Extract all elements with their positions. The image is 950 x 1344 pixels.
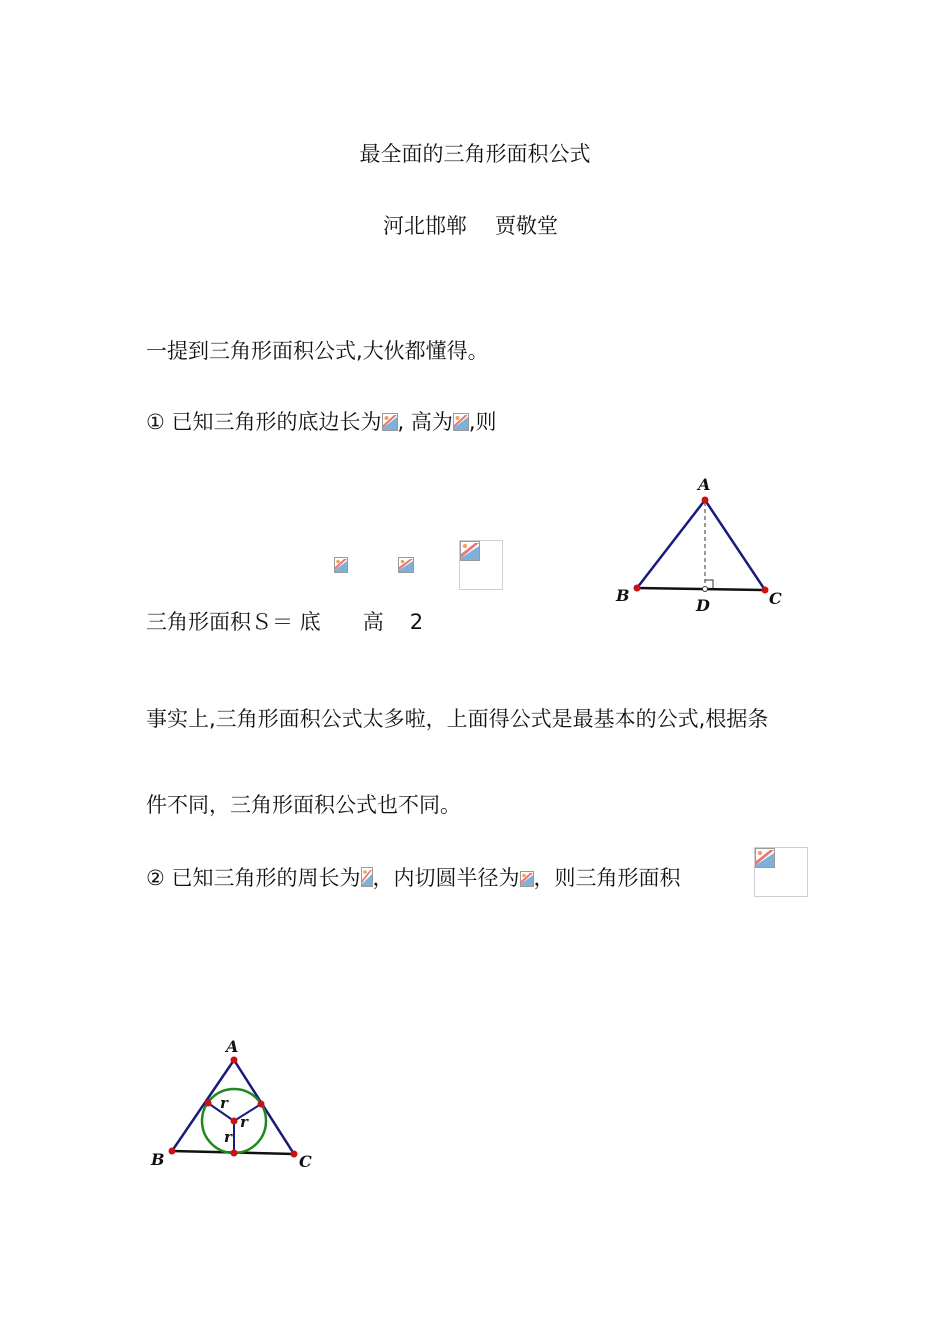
label-r2: r [240, 1113, 248, 1131]
label-c: C [299, 1152, 312, 1171]
broken-image-icon [755, 848, 775, 868]
formula-1-end: 2 [409, 610, 424, 634]
point-b [634, 585, 641, 592]
triangle-altitude-figure [600, 470, 800, 620]
side-ab [637, 500, 705, 588]
author-name: 贾敬堂 [495, 214, 558, 238]
formula-image-frame [459, 540, 503, 590]
intro-text: 一提到三角形面积公式,大伙都懂得。 [146, 339, 489, 363]
broken-image-icon [361, 867, 373, 887]
author-place: 河北邯郸 [383, 214, 467, 238]
item-2-end: ，则三角形面积 [533, 866, 681, 890]
label-r3: r [224, 1128, 232, 1146]
label-a: A [698, 475, 711, 494]
side-ac [705, 500, 765, 590]
label-c: C [769, 589, 782, 608]
author-line [383, 210, 558, 240]
point-a [702, 497, 709, 504]
item-1-mid: , 高为 [397, 410, 453, 434]
area-formula-image-frame [754, 847, 808, 897]
point-c [762, 587, 769, 594]
formula-1 [146, 606, 423, 636]
page-title: 最全面的三角形面积公式 [359, 142, 591, 166]
item-2-lead: ② 已知三角形的周长为 [146, 866, 361, 890]
broken-image-icon [520, 871, 534, 887]
side-bc [637, 588, 765, 590]
broken-image-icon [334, 557, 348, 573]
formula-1-mid: 高 [362, 610, 384, 634]
broken-image-icon [382, 413, 398, 431]
point-incenter [231, 1118, 238, 1125]
item-1 [146, 406, 497, 436]
point-a [231, 1057, 238, 1064]
broken-image-icon [460, 541, 480, 561]
label-b: B [616, 586, 630, 605]
broken-image-icon [398, 557, 414, 573]
label-a: A [226, 1037, 239, 1056]
point-b [169, 1148, 176, 1155]
point-c [291, 1151, 298, 1158]
formula-1-lhs: 三角形面积Ｓ＝ 底 [146, 610, 321, 634]
label-d: D [696, 596, 710, 615]
item-2-mid: ，内切圆半径为 [372, 866, 520, 890]
broken-image-icon [453, 413, 469, 431]
point-tangent-3 [231, 1150, 238, 1157]
item-1-lead: ① 已知三角形的底边长为 [146, 410, 382, 434]
fact-line-1: 事实上,三角形面积公式太多啦，上面得公式是最基本的公式,根据条 [146, 707, 769, 731]
triangle-incircle-figure [140, 1030, 330, 1180]
point-d [703, 587, 708, 592]
label-r1: r [220, 1094, 228, 1112]
point-tangent-1 [205, 1100, 212, 1107]
label-b: B [151, 1150, 165, 1169]
point-tangent-2 [258, 1101, 265, 1108]
fact-line-2: 件不同，三角形面积公式也不同。 [146, 793, 461, 817]
item-2 [146, 862, 681, 892]
item-1-end: ,则 [468, 410, 497, 434]
